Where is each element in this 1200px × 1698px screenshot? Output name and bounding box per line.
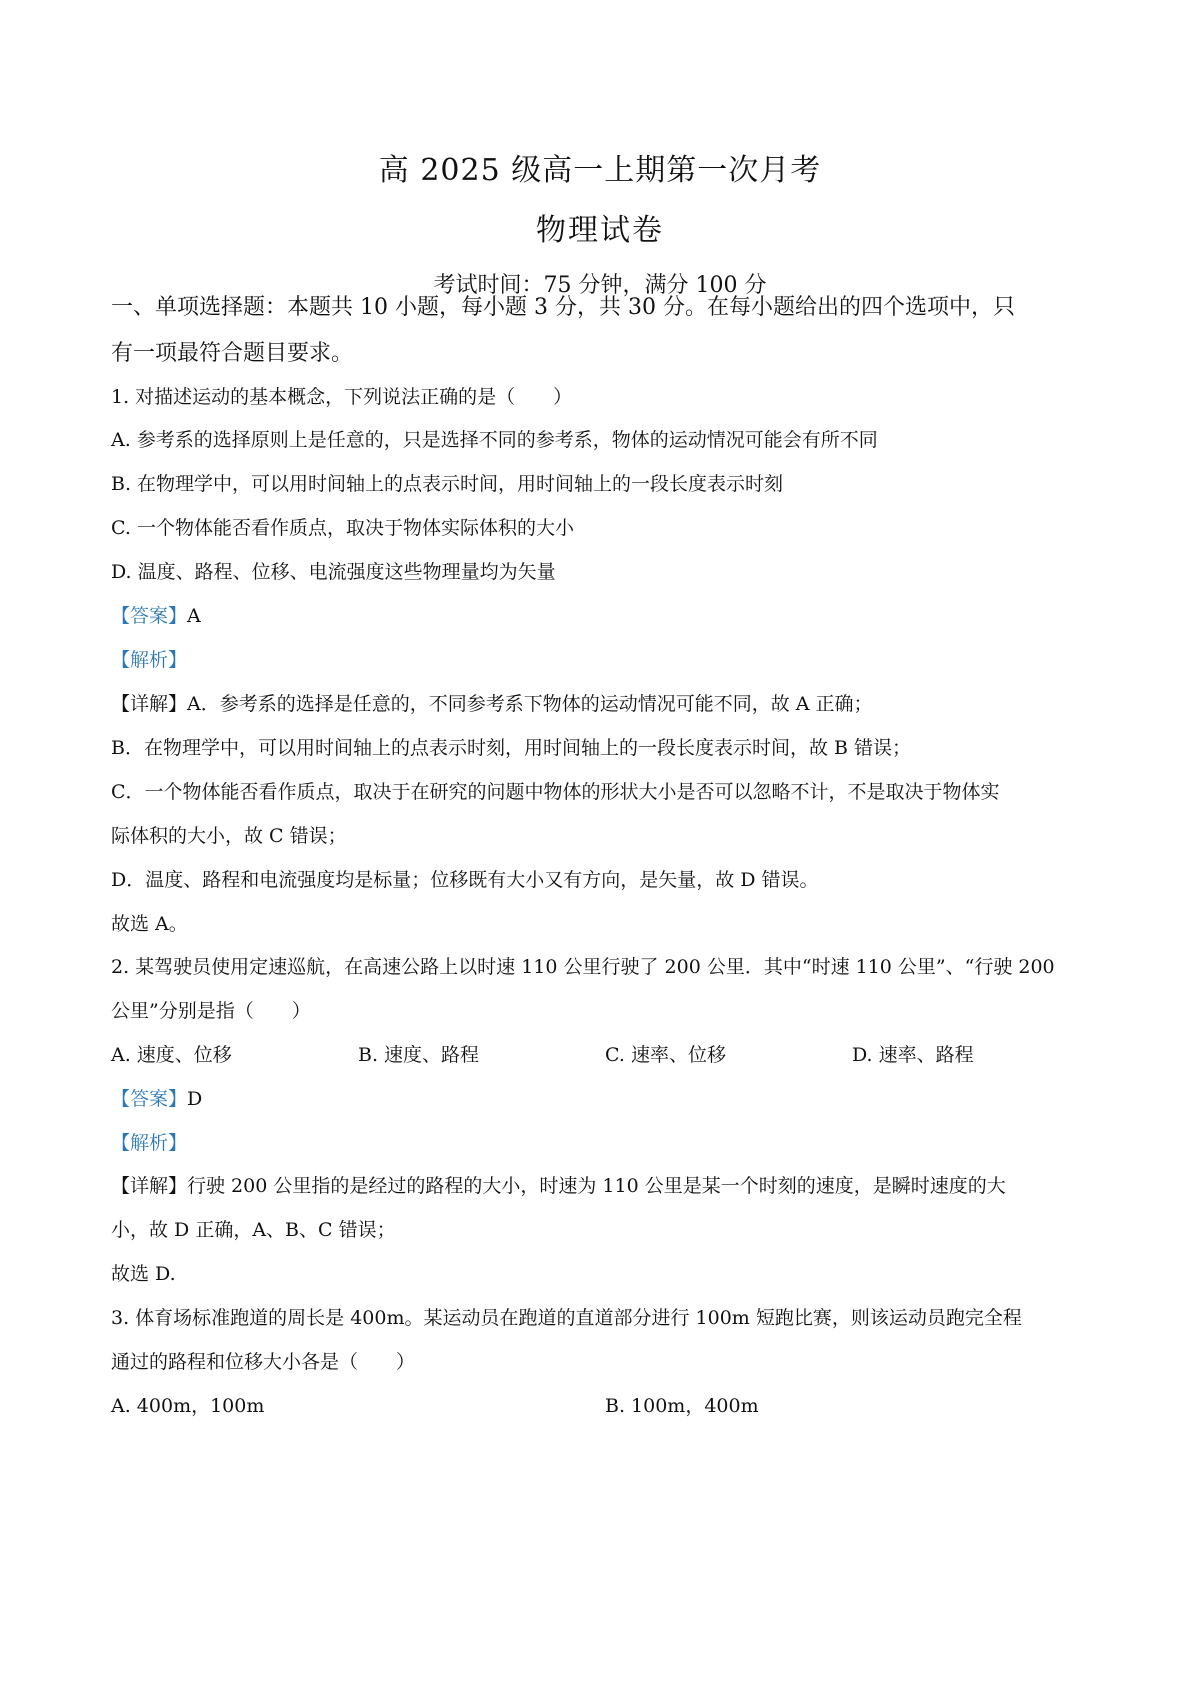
answer-label: 【答案】 [111, 605, 188, 627]
q1-analysis-label: 【解析】 [111, 649, 188, 671]
q2-detail-line1: 【详解】行驶 200 公里指的是经过的路程的大小，时速为 110 公里是某一个时刻的速度，是瞬时速度的大 [111, 1175, 1006, 1197]
q2-answer [111, 1084, 1101, 1111]
q1-option-d: D. 温度、路程、位移、电流强度这些物理量均为矢量 [111, 561, 556, 583]
q2-analysis-label: 【解析】 [111, 1132, 188, 1154]
q1-answer-value: A [187, 605, 201, 627]
q2-stem-line1: 2. 某驾驶员使用定速巡航，在高速公路上以时速 110 公里行驶了 200 公里．其中“时速 110 公里”、“行驶 200 [111, 956, 1055, 978]
answer-label: 【答案】 [111, 1088, 188, 1110]
q2-option-d: D. 速率、路程 [852, 1044, 974, 1066]
detail-label: 【详解】 [111, 693, 188, 715]
q3-option-a: A. 400m，100m [111, 1395, 265, 1417]
q2-option-c: C. 速率、位移 [605, 1044, 726, 1066]
q1-option-b: B. 在物理学中，可以用时间轴上的点表示时间，用时间轴上的一段长度表示时刻 [111, 473, 784, 495]
q2-option-a: A. 速度、位移 [111, 1044, 232, 1066]
q2-option-b: B. 速度、路程 [358, 1044, 480, 1066]
q3-stem-line1: 3. 体育场标准跑道的周长是 400m。某运动员在跑道的直道部分进行 100m 短跑比赛，则该运动员跑完全程 [111, 1307, 1022, 1329]
q2-answer-value: D [187, 1088, 203, 1110]
q1-detail-line3: C．一个物体能否看作质点，取决于在研究的问题中物体的形状大小是否可以忽略不计，不是取决于物体实 [111, 781, 1000, 803]
exam-title: 高 2025 级高一上期第一次月考 [378, 153, 822, 188]
q1-detail-line4: 际体积的大小，故 C 错误； [111, 825, 347, 847]
q2-stem-line2: 公里”分别是指（ ） [111, 1000, 311, 1022]
q1-option-c: C. 一个物体能否看作质点，取决于物体实际体积的大小 [111, 517, 574, 539]
section-heading-line1: 一、单项选择题：本题共 10 小题，每小题 3 分，共 30 分。在每小题给出的四个选项中，只 [111, 295, 1015, 320]
q1-option-a: A. 参考系的选择原则上是任意的，只是选择不同的参考系，物体的运动情况可能会有所不同 [111, 429, 878, 451]
q1-detail-line6: 故选 A。 [111, 913, 188, 935]
q1-detail-line1: 【详解】A．参考系的选择是任意的，不同参考系下物体的运动情况可能不同，故 A 正确； [111, 693, 873, 715]
detail-label: 【详解】 [111, 1175, 188, 1197]
q1-answer [111, 601, 1101, 628]
q3-stem-line2: 通过的路程和位移大小各是（ ） [111, 1351, 416, 1373]
q2-detail-line2: 小，故 D 正确，A、B、C 错误； [111, 1219, 396, 1241]
exam-subject: 物理试卷 [536, 213, 664, 248]
section-heading-line2: 有一项最符合题目要求。 [111, 341, 354, 366]
exam-info: 考试时间：75 分钟，满分 100 分 [433, 273, 767, 298]
q1-detail-line5: D．温度、路程和电流强度均是标量；位移既有大小又有方向，是矢量，故 D 错误。 [111, 869, 819, 891]
q1-detail-line2: B．在物理学中，可以用时间轴上的点表示时刻，用时间轴上的一段长度表示时间，故 B 错误； [111, 737, 912, 759]
q2-detail-line3: 故选 D. [111, 1263, 176, 1285]
q1-stem: 1. 对描述运动的基本概念，下列说法正确的是（ ） [111, 386, 573, 408]
q3-option-b: B. 100m，400m [605, 1395, 759, 1417]
